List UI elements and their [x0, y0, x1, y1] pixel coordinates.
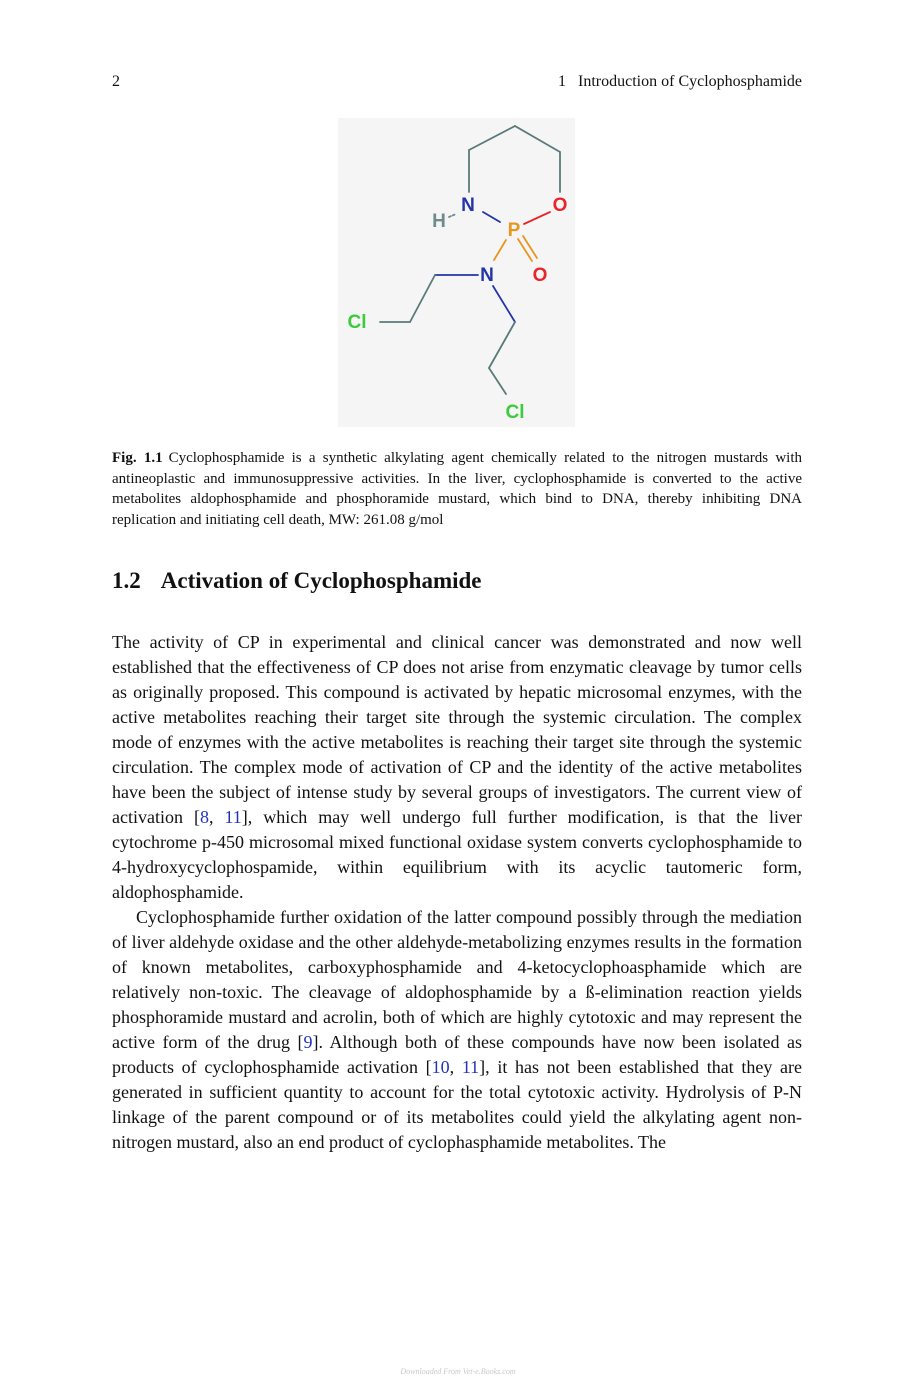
section-title: Activation of Cyclophosphamide [160, 568, 482, 593]
bond-n-p [483, 212, 500, 222]
citation-separator: , [449, 1057, 462, 1077]
section-heading [112, 568, 482, 594]
figure-caption-text: Cyclophosphamide is a synthetic alkylating agent chemically related to the nitrogen mustards with antineoplastic and immunosuppressive activities. In the liver, cyclophosphamide is converted to the active metabolites aldophosphamide and phosphoramide mustard, which bind to DNA, thereby inhibiting DNA replication and initiating cell death, MW: 261.08 g/mol [112, 450, 802, 528]
download-watermark: Downloaded From Vet-e.Books.com [400, 1367, 516, 1376]
paragraph-2 [112, 905, 802, 1155]
paragraph-2-text-b: ]. Although both of these compounds have now been isolated as products of cyclophosphamide activation [ [112, 1032, 802, 1077]
running-head [558, 73, 802, 91]
citation-link[interactable]: 10 [431, 1057, 450, 1077]
cyclophosphamide-structure-figure [338, 118, 575, 427]
citation-separator: , [208, 807, 225, 827]
bond-ring-3 [515, 126, 560, 152]
citation-link[interactable]: 11 [224, 807, 242, 827]
chemical-structure-diagram [338, 118, 575, 427]
bond-chain-left-1 [410, 275, 435, 322]
bond-h-n [449, 214, 456, 217]
bond-n-chain-down [493, 286, 515, 322]
paragraph-2-text-c: ], it has not been established that they are generated in sufficient quantity to account for the total cytotoxic activity. Hydrolysis of P-N linkage of the parent compound or of its metabolites could yield the alkylating agent non-nitrogen mustard, also an end product of cyclophasphamide metabolites. The [112, 1057, 803, 1152]
paragraph-1-text-a: The activity of CP in experimental and clinical cancer was demonstrated and now well established that the effectiveness of CP does not arise from enzymatic cleavage by tumor cells as originally proposed. This compound is activated by hepatic microsomal enzymes, with the active metabolites reaching their target site through the systemic circulation. The complex mode of enzymes with the active metabolites is reaching their target site through the systemic circulation. The complex mode of activation of CP and the identity of the active metabolites have been the subject of intense study by several groups of investigators. The current view of activation [ [112, 632, 802, 827]
figure-caption [112, 448, 802, 530]
bond-p-o-double-b [523, 236, 537, 258]
paragraph-1 [112, 630, 802, 905]
chapter-number: 1 [558, 73, 567, 90]
atom-chlorine-left: Cl [347, 312, 367, 333]
bond-chain-down-2 [489, 368, 506, 394]
atom-hydrogen: H [432, 211, 446, 232]
section-number: 1.2 [112, 568, 141, 593]
citation-link[interactable]: 11 [461, 1057, 480, 1077]
atom-phosphorus: P [507, 220, 521, 241]
atom-nitrogen-amine: N [480, 265, 494, 286]
page-number: 2 [112, 73, 120, 90]
paragraph-2-text-a: Cyclophosphamide further oxidation of the latter compound possibly through the mediation of liver aldehyde oxidase and the other aldehyde-metabolizing enzymes results in the formation of known metabolites, carboxyphosphamide and 4-ketocyclophoasphamide which are relatively non-toxic. The cleavage of aldophosphamide by a ß-elimination reaction yields phosphoramide mustard and acrolin, both of which are highly cytotoxic and may represent the active form of the drug [ [112, 907, 802, 1052]
citation-link[interactable]: 8 [199, 807, 209, 827]
citation-link[interactable]: 9 [303, 1032, 313, 1052]
bond-chain-down-1 [489, 322, 515, 368]
body-text [112, 630, 802, 1155]
paragraph-1-text-b: ], which may well undergo full further modification, is that the liver cytochrome p-450 microsomal mixed functional oxidase system converts cyclophosphamide to 4-hydroxycyclophospamide, within equilibrium with its acyclic tautomeric form, aldophosphamide. [112, 807, 803, 902]
atom-oxygen-double: O [532, 265, 548, 286]
chapter-title: Introduction of Cyclophosphamide [578, 73, 802, 90]
bond-p-n [494, 240, 506, 260]
bond-o-p [524, 212, 550, 224]
bond-ring-2 [469, 126, 515, 150]
figure-caption-label: Fig. 1.1 [112, 450, 163, 466]
atom-chlorine-bottom: Cl [505, 402, 525, 423]
atom-nitrogen-ring: N [461, 195, 475, 216]
bond-p-o-double-a [518, 239, 532, 261]
atom-oxygen-ring: O [552, 195, 568, 216]
